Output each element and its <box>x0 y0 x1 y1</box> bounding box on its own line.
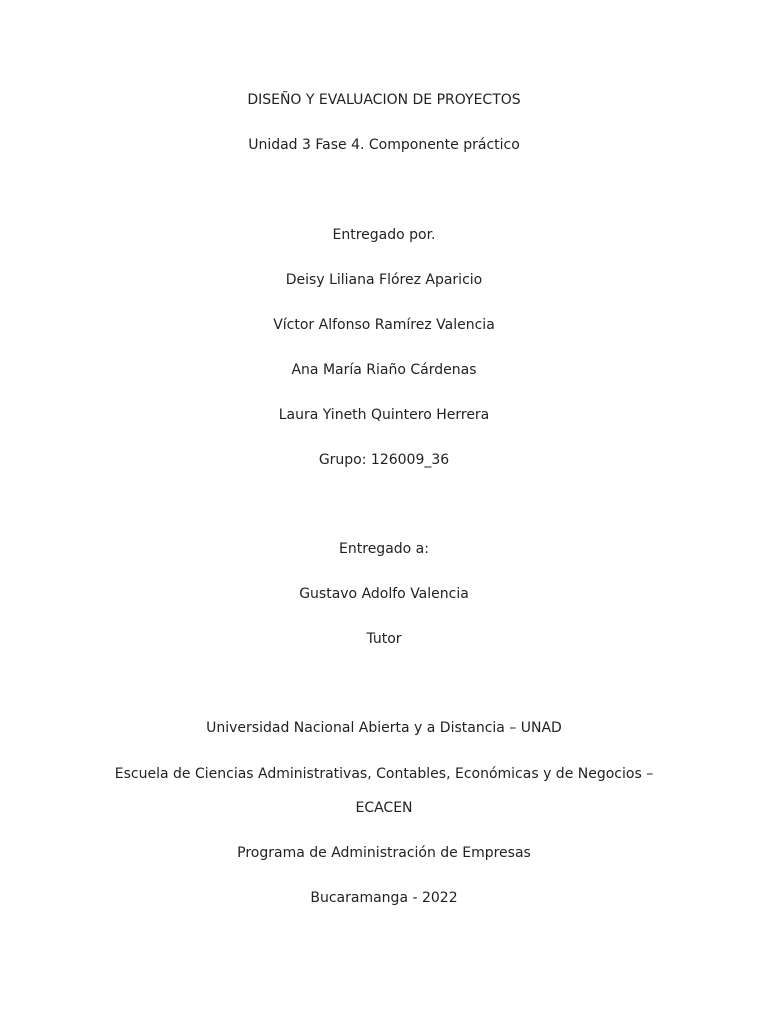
group-number: Grupo: 126009_36 <box>318 452 450 468</box>
submitted-by-label: Entregado por. <box>332 227 436 243</box>
author-name: Ana María Riaño Cárdenas <box>291 362 477 378</box>
program-name: Programa de Administración de Empresas <box>237 845 531 861</box>
submitted-to-label: Entregado a: <box>339 541 429 557</box>
author-name: Deisy Liliana Flórez Aparicio <box>285 272 483 288</box>
assignment-title: Unidad 3 Fase 4. Componente práctico <box>248 137 520 153</box>
school-name-line1: Escuela de Ciencias Administrativas, Contables, Económicas y de Negocios – <box>114 766 654 782</box>
tutor-role: Tutor <box>366 631 402 647</box>
tutor-name: Gustavo Adolfo Valencia <box>299 586 469 602</box>
author-name: Laura Yineth Quintero Herrera <box>278 407 490 423</box>
university-name: Universidad Nacional Abierta y a Distancia – UNAD <box>206 720 562 736</box>
place-year: Bucaramanga - 2022 <box>310 890 458 906</box>
course-title: DISEÑO Y EVALUACION DE PROYECTOS <box>247 92 521 108</box>
school-name-line2: ECACEN <box>355 800 413 816</box>
author-name: Víctor Alfonso Ramírez Valencia <box>273 317 495 333</box>
